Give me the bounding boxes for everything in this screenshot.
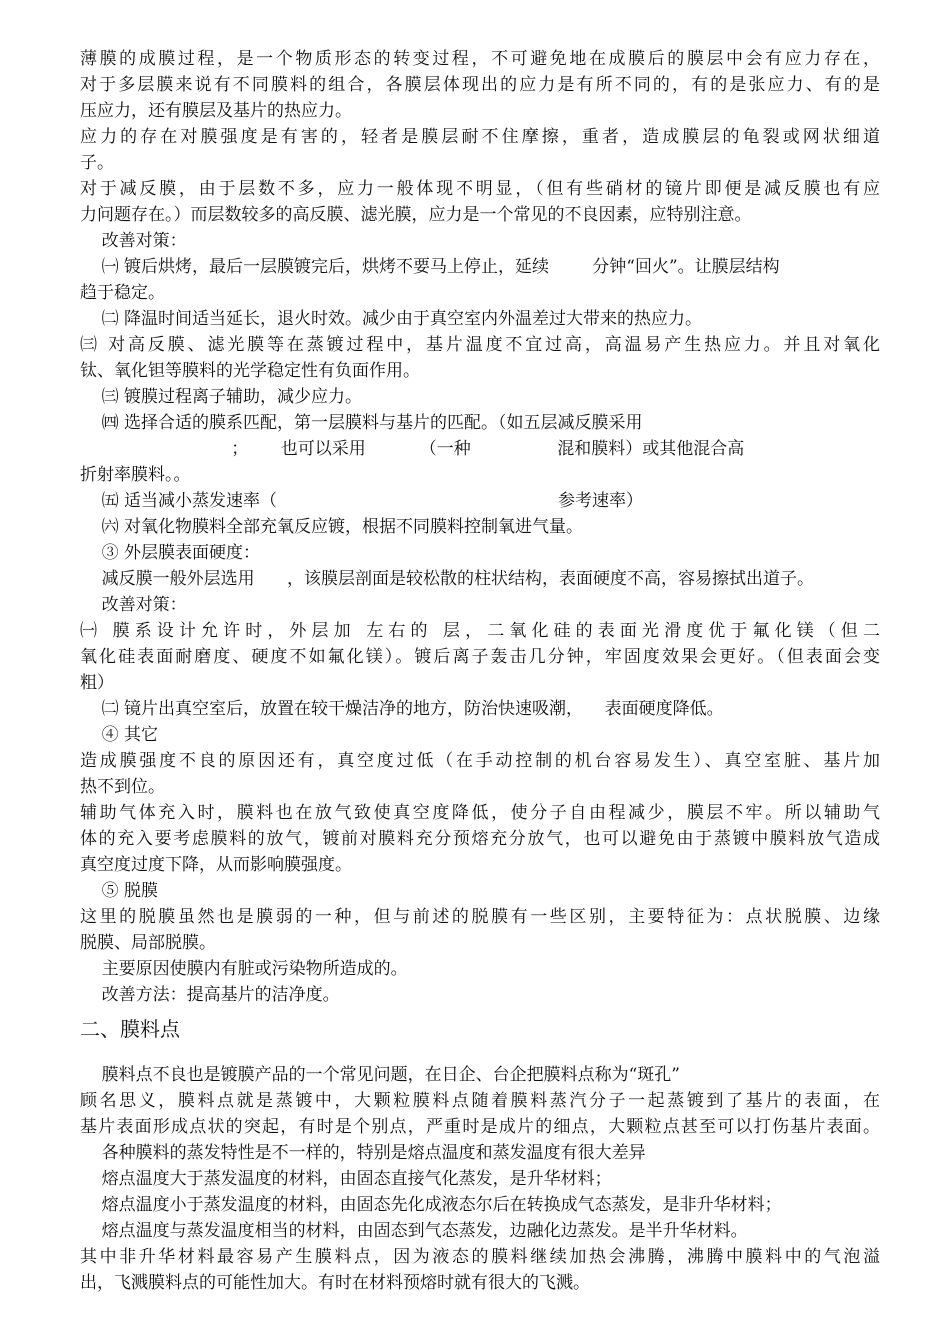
text-line: ④ 其它 xyxy=(80,725,159,745)
text-line: 氧化硅表面耐磨度、硬度不如氟化镁）。镀后离子轰击几分钟，牢固度效果会更好。（但表面会变 xyxy=(80,647,880,667)
text-line: 体的充入要考虑膜料的放气，镀前对膜料充分预熔充分放气，也可以避免由于蒸镀中膜料放气造成 xyxy=(80,829,880,849)
text-line: 各种膜料的蒸发特性是不一样的，特别是熔点温度和蒸发温度有很大差异 xyxy=(80,1143,646,1163)
text-line: 子。 xyxy=(80,153,114,173)
text-line: 压应力，还有膜层及基片的热应力。 xyxy=(80,101,352,121)
text-line: 力问题存在。）而层数较多的高反膜、滤光膜，应力是一个常见的不良因素，应特别注意。 xyxy=(80,205,752,225)
text-line: ㈢ 对高反膜、滤光膜等在蒸镀过程中，基片温度不宜过高，高温易产生热应力。并且对氧化 xyxy=(80,335,880,355)
text-line: 熔点温度与蒸发温度相当的材料，由固态到气态蒸发，边融化边蒸发。是半升华材料。 xyxy=(80,1221,748,1241)
text-line: ㈠ 镀后烘烤，最后一层膜镀完后，烘烤不要马上停止，延续 分钟“回火”。让膜层结构 xyxy=(80,257,780,277)
text-line: 对于多层膜来说有不同膜料的组合，各膜层体现出的应力是有所不同的，有的是张应力、有的是 xyxy=(80,75,880,95)
text-line: 脱膜、局部脱膜。 xyxy=(80,933,216,953)
text-line: 顾名思义，膜料点就是蒸镀中，大颗粒膜料点随着膜料蒸汽分子一起蒸镀到了基片的表面，在 xyxy=(80,1091,880,1111)
text-line: 真空度过度下降，从而影响膜强度。 xyxy=(80,855,352,875)
text-line: 钛、氧化钽等膜料的光学稳定性有负面作用。 xyxy=(80,361,420,381)
text-line: 膜料点不良也是镀膜产品的一个常见问题，在日企、台企把膜料点称为“斑孔” xyxy=(80,1065,680,1085)
text-line: ㈡ 降温时间适当延长，退火时效。减少由于真空室内外温差过大带来的热应力。 xyxy=(80,309,703,329)
text-line: 薄膜的成膜过程，是一个物质形态的转变过程，不可避免地在成膜后的膜层中会有应力存在， xyxy=(80,49,880,69)
text-line: 造成膜强度不良的原因还有，真空度过低（在手动控制的机台容易发生）、真空室脏、基片加 xyxy=(80,751,880,771)
text-line: 主要原因使膜内有脏或污染物所造成的。 xyxy=(80,959,408,979)
text-line: ； 也可以采用 （一种 混和膜料）或其他混合高 xyxy=(80,439,745,459)
text-line: 改善对策： xyxy=(80,595,187,615)
text-line: ③ 外层膜表面硬度： xyxy=(80,543,261,563)
text-line: 出，飞溅膜料点的可能性加大。有时在材料预熔时就有很大的飞溅。 xyxy=(80,1273,590,1293)
text-line: 基片表面形成点状的突起，有时是个别点，严重时是成片的细点，大颗粒点甚至可以打伤基片表面。 xyxy=(80,1117,880,1137)
text-line: 对于减反膜，由于层数不多，应力一般体现不明显，（但有些硝材的镜片即便是减反膜也有应 xyxy=(80,179,880,199)
text-line: ㈢ 镀膜过程离子辅助，减少应力。 xyxy=(80,387,363,407)
text-line: ㈠ 膜系设计允许时，外层加 左右的 层，二氧化硅的表面光滑度优于氟化镁（但二 xyxy=(80,621,880,641)
text-line: 这里的脱膜虽然也是膜弱的一种，但与前述的脱膜有一些区别，主要特征为：点状脱膜、边缘 xyxy=(80,907,880,927)
text-line: 折射率膜料。。 xyxy=(80,465,191,485)
text-line: 热不到位。 xyxy=(80,777,165,797)
text-line: 应力的存在对膜强度是有害的，轻者是膜层耐不住摩擦，重者，造成膜层的龟裂或网状细道 xyxy=(80,127,880,147)
text-line: ㈥ 对氧化物膜料全部充氧反应镀，根据不同膜料控制氧进气量。 xyxy=(80,517,584,537)
text-line: ㈣ 选择合适的膜系匹配，第一层膜料与基片的匹配。（如五层减反膜采用 xyxy=(80,413,643,433)
text-line: 熔点温度大于蒸发温度的材料，由固态直接气化蒸发，是升华材料； xyxy=(80,1169,612,1189)
text-line: ㈡ 镜片出真空室后，放置在较干燥洁净的地方，防治快速吸潮， 表面硬度降低。 xyxy=(80,699,724,719)
text-line: 改善对策： xyxy=(80,231,187,251)
text-line: 辅助气体充入时，膜料也在放气致使真空度降低，使分子自由程减少，膜层不牢。所以辅助气 xyxy=(80,803,880,823)
section-heading: 二、膜料点 xyxy=(80,1017,180,1041)
text-line: 改善方法：提高基片的洁净度。 xyxy=(80,985,340,1005)
text-line: ㈤ 适当减小蒸发速率（ 参考速率） xyxy=(80,491,644,511)
text-line: 粗） xyxy=(80,673,114,693)
text-line: 熔点温度小于蒸发温度的材料，由固态先化成液态尔后在转换成气态蒸发，是非升华材料； xyxy=(80,1195,782,1215)
text-line: 趋于稳定。 xyxy=(80,283,165,303)
text-line: ⑤ 脱膜 xyxy=(80,881,159,901)
text-line: 减反膜一般外层选用 ，该膜层剖面是较松散的柱状结构，表面硬度不高，容易擦拭出道子。 xyxy=(80,569,815,589)
text-line: 其中非升华材料最容易产生膜料点，因为液态的膜料继续加热会沸腾，沸腾中膜料中的气泡溢 xyxy=(80,1247,880,1267)
